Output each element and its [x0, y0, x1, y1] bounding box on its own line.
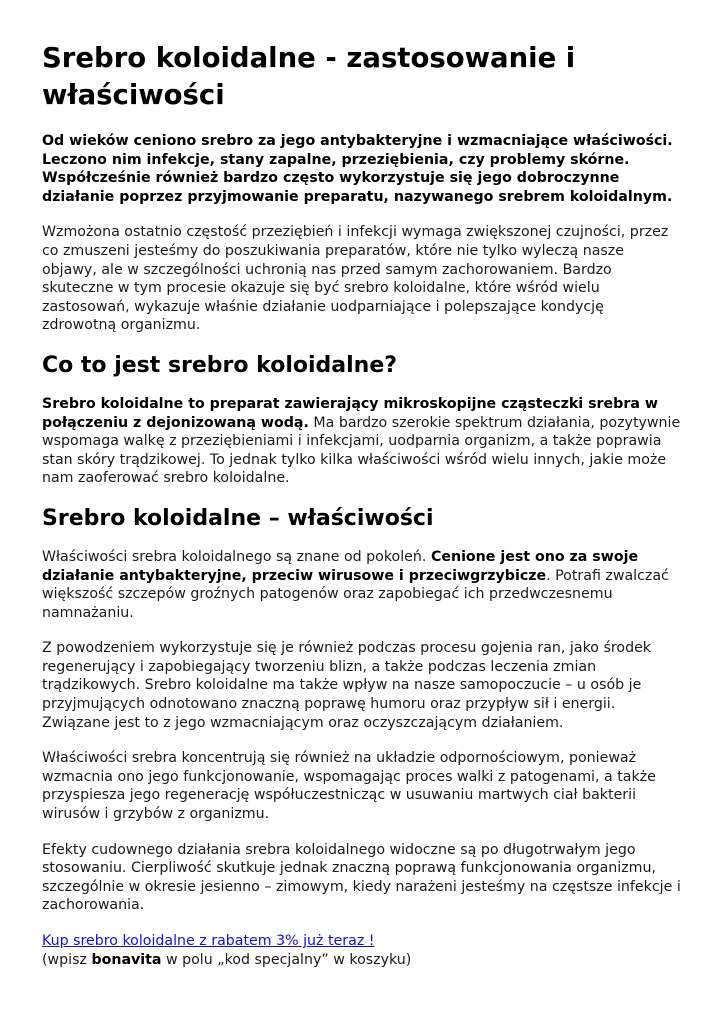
discount-code: bonavita — [91, 951, 162, 968]
discount-note-start: (wpisz — [42, 951, 92, 968]
properties-text-end: . Potrafi zwalczać większość szczepów groźnych patogenów oraz zapobiegać ich przedwczesnemu namnażaniu. — [42, 567, 669, 621]
page-title: Srebro koloidalne - zastosowanie i właściwości — [42, 42, 576, 111]
properties-paragraph-3: Właściwości srebra koncentrują się również na układzie odpornościowym, ponieważ wzmacnia ono jego funkcjonowanie, wspomagając proces walki z patogenami, a także przyspiesza jego regenerację współuczestnicząc w usuwaniu martwych ciał bakterii wirusów i grzybów z organizmu. — [42, 750, 656, 823]
properties-paragraph-1 — [42, 548, 682, 622]
what-is-text: Ma bardzo szerokie spektrum działania, pozytywnie wspomaga walkę z przeziębieniami i infekcjami, uodparnia organizm, a także poprawia stan skóry trądzikowej. To jednak tylko kilka właściwości wśród wielu innych, jakie może nam zaoferować srebro koloidalne. — [42, 414, 681, 487]
properties-paragraph-4: Efekty cudownego działania srebra koloidalnego widoczne są po długotrwałym jego stosowaniu. Cierpliwość skutkuje jednak znaczną poprawą funkcjonowania organizmu, szczególnie w okresie jesienno – zimowym, kiedy narażeni jesteśmy na częstsze infekcje i zachorowania. — [42, 841, 681, 914]
call-to-action — [42, 932, 682, 969]
what-is-bold-text: Srebro koloidalne to preparat zawierający mikroskopijne cząsteczki srebra w połączeniu z dejonizowaną wodą. — [42, 395, 658, 431]
discount-note-end: w polu „kod specjalny” w koszyku) — [161, 951, 412, 968]
what-is-paragraph — [42, 395, 682, 488]
section-heading-what-is: Co to jest srebro koloidalne? — [42, 352, 398, 378]
buy-discount-link[interactable]: Kup srebro koloidalne z rabatem 3% już teraz ! — [42, 933, 375, 949]
properties-bold-text: Cenione jest ono za swoje działanie antybakteryjne, przeciw wirusowe i przeciwgrzybicze — [42, 548, 639, 584]
intro-bold-paragraph: Od wieków ceniono srebro za jego antybakteryjne i wzmacniające właściwości. Leczono nim infekcje, stany zapalne, przeziębienia, czy problemy skórne. Współcześnie również bardzo często wykorzystuje się jego dobroczynne działanie poprzez przyjmowanie preparatu, nazywanego srebrem koloidalnym. — [42, 133, 673, 205]
properties-text-start: Właściwości srebra koloidalnego są znane od pokoleń. — [42, 548, 431, 565]
properties-paragraph-2: Z powodzeniem wykorzystuje się je również podczas procesu gojenia ran, jako środek regenerujący i zapobiegający tworzeniu blizn, a także podczas leczenia zmian trądzikowych. Srebro koloidalne ma także wpływ na nasze samopoczucie – u osób je przyjmujących odnotowano znaczną poprawę humoru oraz przypływ sił i energii. Związane jest to z jego wzmacniającym oraz oczyszczającym działaniem. — [42, 640, 652, 731]
intro-paragraph: Wzmożona ostatnio częstość przeziębień i infekcji wymaga zwiększonej czujności, przez co zmuszeni jesteśmy do poszukiwania preparatów, które nie tylko wyleczą nasze objawy, ale w szczególności uchronią nas przed samym zachorowaniem. Bardzo skuteczne w tym procesie okazuje się być srebro koloidalne, które wśród wielu zastosowań, wykazuje właśnie działanie uodparniające i polepszające kondycję zdrowotną organizmu. — [42, 224, 669, 334]
section-heading-properties: Srebro koloidalne – właściwości — [42, 505, 434, 531]
